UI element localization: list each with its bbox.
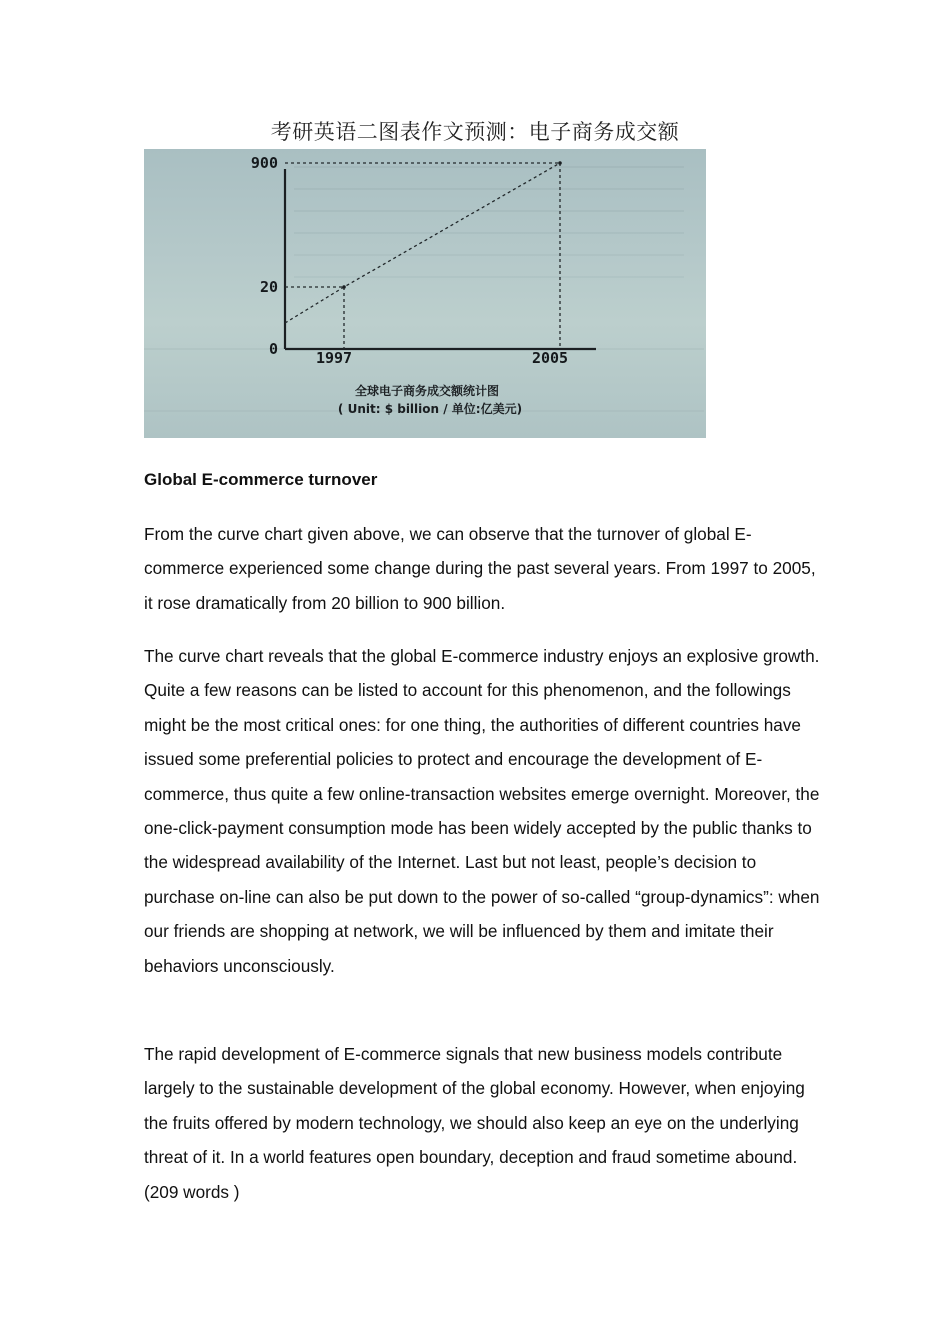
series-line (285, 163, 560, 323)
x-tick-label: 1997 (315, 349, 353, 367)
essay-heading: Global E-commerce turnover (144, 470, 378, 489)
y-tick-label: 0 (268, 340, 278, 358)
paragraph: The rapid development of E-commerce signals that new business models contribute largely to the sustainable development of the global economy. However, when enjoying the fruits offered by modern technology, we should also keep an eye on the underlying threat of it. In a world features open boundary, deception and fraud sometime abound. (209 words ) (144, 1044, 805, 1202)
chart-title: 全球电子商务成交额统计图 (354, 384, 500, 398)
paragraph: From the curve chart given above, we can observe that the turnover of global E-commerce experienced some change during the past several years. From 1997 to 2005, it rose dramatically from 20 billion to 900 billion. (144, 524, 816, 613)
chart-subtitle: ( Unit: $ billion / 单位:亿美元) (337, 402, 523, 416)
chart-marks (251, 154, 568, 367)
data-point (342, 285, 346, 289)
data-point (558, 161, 562, 165)
paragraph: The curve chart reveals that the global E-commerce industry enjoys an explosive growth. Quite a few reasons can be listed to account for this phenomenon, and the followings might be the most critical ones: for one thing, the authorities of different countries have issued some preferential policies to protect and encourage the development of E-commerce, thus quite a few online-transaction websites emerge overnight. Moreover, the one-click-payment consumption mode has been widely accepted by the public thanks to the widespread availability of the Internet. Last but not least, people’s decision to purchase on-line can also be put down to the power of so-called “group-dynamics”: when our friends are shopping at network, we will be influenced by them and imitate their behaviors unconsciously. (144, 646, 820, 976)
y-tick-label: 900 (250, 154, 278, 172)
chart-image (144, 149, 706, 438)
chart-svg (144, 149, 706, 438)
y-tick-label: 20 (259, 278, 278, 296)
x-tick-label: 2005 (531, 349, 569, 367)
page-title: 考研英语二图表作文预测：电子商务成交额 (270, 120, 680, 144)
